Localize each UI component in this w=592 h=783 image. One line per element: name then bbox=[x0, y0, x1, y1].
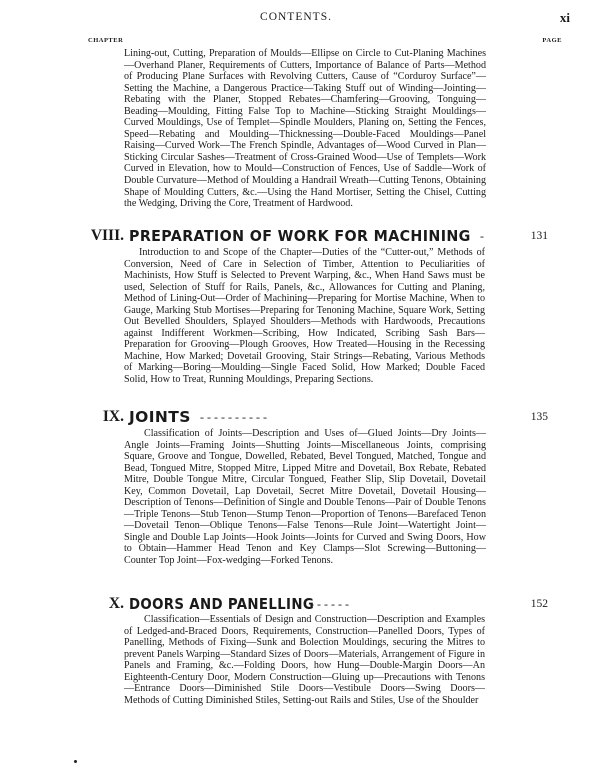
dot-leaders: - - - - - - - - - - bbox=[200, 410, 267, 424]
chapter-page-number: 135 bbox=[530, 411, 548, 423]
page-column-label: PAGE bbox=[542, 37, 562, 44]
chapter-entry-8 bbox=[0, 227, 592, 249]
continued-chapter-synopsis: Lining-out, Cutting, Preparation of Moulds—Ellipse on Circle to Cut-Planing Machines—Overhand Planer, Requirements of Cutters, Importance of Balance of Parts—Method of Producing Plane Surfaces with Revolving Cutters, Cause of “Corduroy Surface”—Setting the Machine, a Dangerous Practice—Taking Stuff out of Winding—Jointing—Rebating with the Planer, Stopped Rebates—Chamfering—Grooving, Tonguing—Beading—Moulding, Fitting False Top to Machine—Sticking Straight Mouldings—Curved Mouldings, Use of Templet—Spindle Moulders, Planing on, Setting the Fences, Speed—Rebating and Moulding—Thicknessing—Double-Faced Mouldings—Panel Raising—Curved Work—The French Spindle, Advantages of—Wood Curved in Plan—Sticking Circular Sashes—Treatment of Cross-Grained Wood—Use of Templets—Work Curved in Elevation, how to Mould—Construction of Fences, Use of Saddle—Work of Double Curvature—Method of Moulding a Handrail Wreath—Cutting Tenons, Obtaining Shape of Moulding Cutters, &c.—Using the Hand Mortiser, Setting the Chisel, Cutting the Wedging, Driving the Core, Treatment of Hardwood. bbox=[124, 48, 486, 210]
chapter-number: IX. bbox=[102, 408, 124, 425]
chapter-synopsis: Classification of Joints—Description and Uses of—Glued Joints—Dry Joints—Angle Joints—Framing Joints—Shutting Joints—Miscellaneous Joints, comprising Square, Groove and Tongue, Dowelled, Rebated, Bevel Tongued, Matched, Tongue and Bead, Tongued Mitre, Stopped Mitre, Lipped Mitre and Dovetail, Box Rebate, Rebated Mitre, Double Tongue Mitre, Circular Tongued, Feather Slip, Slip Dovetail, Dovetail Key, Common Dovetail, Lap Dovetail, Secret Mitre Dovetail, Dovetail Housing—Description of Tenons—Definition of Single and Double Tenons—Pair of Double Tenons—Triple Tenons—Stub Tenon—Stump Tenon—Proportion of Tenons—Barefaced Tenon—Dovetail Tenon—Oblique Tenons—False Tenons—Rule Joint—Watertight Joint—Single and Double Lap Joints—Hook Joints—Joints for Curved and Swing Doors, How to Obtain—Hammer Head Tenon and Key Clamps—Slot Screwing—Buttoning—Counter Top Joint—Fox-wedging—Forked Tenons. bbox=[124, 428, 486, 567]
dot-leaders: - bbox=[480, 229, 484, 243]
chapter-entry-9 bbox=[0, 408, 592, 430]
chapter-synopsis: Classification—Essentials of Design and Construction—Description and Examples of Ledged-and-Braced Doors, Requirements, Construction—Panelled Doors, Types of Panelling, Methods of Fixing—Sunk and Bolection Mouldings, securing the Mitres to prevent Panels Warping—Standard Sizes of Doors—Materials, Arrangement of Figure in Panels and Framing, &c.—Folding Doors, how Hung—Double-Margin Doors—An Eighteenth-Century Door, Modern Construction—Gluing up—Precautions with Tenons—Entrance Doors—Diminished Stile Doors—Vestibule Doors—Swing Doors—Methods of Cutting Diminished Stiles, Setting-out Rails and Stiles, Use of the Shoulder bbox=[124, 614, 485, 706]
chapter-title: DOORS AND PANELLING bbox=[129, 595, 315, 613]
folio-page-number: xi bbox=[559, 10, 570, 25]
chapter-title: PREPARATION OF WORK FOR MACHINING bbox=[129, 227, 471, 245]
chapter-page-number: 131 bbox=[530, 230, 548, 242]
chapter-title: JOINTS bbox=[129, 408, 191, 426]
print-speck bbox=[74, 760, 77, 763]
running-title: CONTENTS. bbox=[260, 11, 332, 23]
chapter-column-label: CHAPTER bbox=[88, 37, 124, 44]
chapter-synopsis: Introduction to and Scope of the Chapter—Duties of the “Cutter-out,” Methods of Conversion, Need of Care in Selection of Timber, Attention to Peculiarities of Machinists, How Stuff is Selected to Prevent Warping, &c., When Hand Saws must be used, Selection of Stuff for Rails, Panels, &c., Allowances for Cutting and Planing, Method of Lining-Out—Order of Machining—Preparing for Mortise Machine, When to Gauge, Marking Stub Mortises—Preparing for Tenoning Machine, Square Work, Setting Out Bevelled Shoulders, Splayed Shoulders—Methods with Hardwoods, Precautions against Indifferent Workmen—Scribing, How Indicated, Scribing Sash Bars—Preparation for Grooving—Plough Grooves, How Treated—Housing in the Recessing Machine, How Marked; Dovetail Grooving, Stair Strings—Rebating, Various Methods of Marking—Boring—Moulding—Single Faced Solid, How Marked; Double Faced Solid, How to Treat, Running Mouldings, Preparing Sections. bbox=[124, 247, 485, 386]
running-head bbox=[0, 10, 592, 28]
chapter-page-number: 152 bbox=[530, 598, 548, 610]
chapter-number: X. bbox=[108, 595, 124, 612]
chapter-number: VIII. bbox=[90, 227, 124, 244]
dot-leaders: - - - - - - bbox=[310, 597, 349, 611]
